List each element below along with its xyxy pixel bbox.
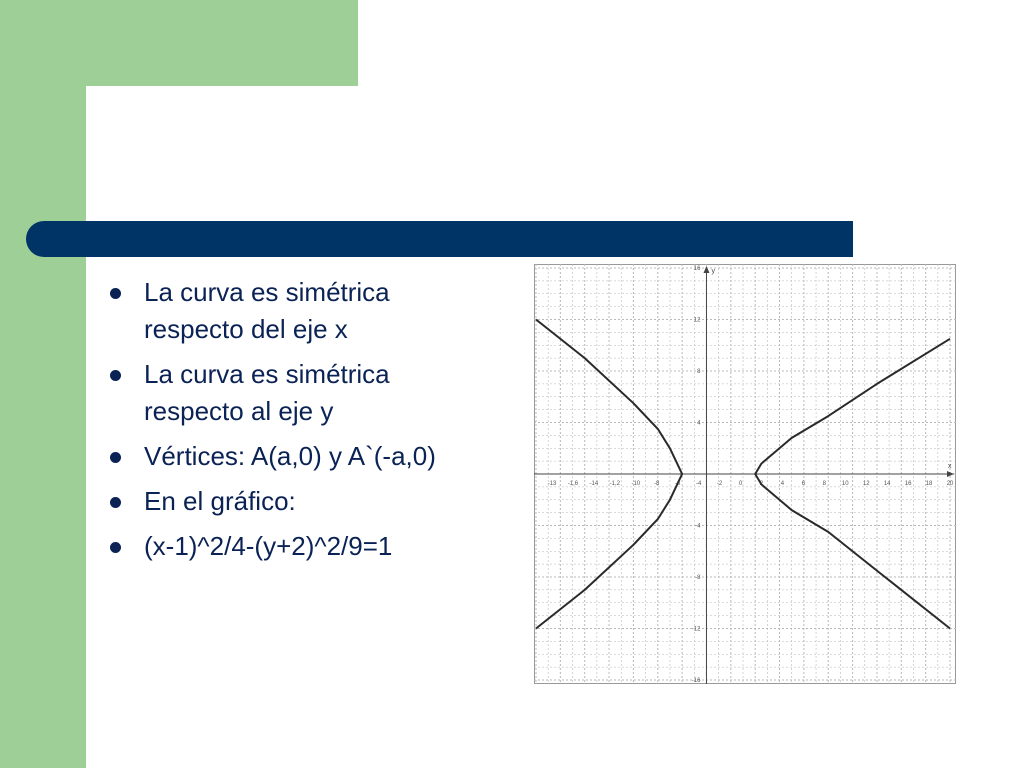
y-tick-label: 4	[697, 420, 701, 427]
y-tick-label: 16	[693, 266, 701, 272]
y-tick-label: 8	[697, 369, 701, 375]
bullet-text: La curva es simétrica respecto del eje x	[144, 277, 390, 344]
x-tick-label: -2	[716, 481, 723, 487]
x-tick-label: -1,2	[609, 481, 621, 487]
x-tick-label: 4	[780, 481, 785, 487]
y-axis-label: y	[711, 268, 715, 275]
x-tick-label: -14	[589, 481, 599, 487]
y-tick-label: -8	[695, 575, 701, 581]
x-tick-label: 2	[759, 481, 764, 487]
x-axis-label: x	[948, 463, 952, 470]
x-tick-label: -13	[547, 481, 557, 487]
title-bar	[26, 221, 853, 257]
bullet-dot-icon	[110, 542, 121, 553]
x-tick-label: 20	[946, 481, 954, 487]
bullet-item	[106, 356, 486, 430]
x-tick-label: -1,6	[567, 481, 579, 487]
x-tick-label: -6	[675, 481, 681, 487]
bullet-dot-icon	[110, 452, 121, 463]
x-tick-label: 10	[841, 481, 849, 487]
bullet-list	[106, 274, 486, 573]
x-tick-label: 16	[904, 481, 912, 487]
x-tick-label: -4	[695, 481, 702, 487]
x-tick-label: 0	[738, 481, 743, 487]
y-tick-label: -4	[695, 523, 701, 530]
bullet-text: (x-1)^2/4-(y+2)^2/9=1	[144, 531, 393, 561]
bullet-text: La curva es simétrica respecto al eje y	[144, 359, 390, 426]
bullet-dot-icon	[110, 497, 121, 508]
bullet-text: En el gráfico:	[144, 486, 296, 516]
bullet-item	[106, 438, 486, 475]
bullet-item	[106, 528, 486, 565]
x-tick-label: -10	[631, 481, 641, 487]
bullet-dot-icon	[110, 288, 121, 299]
x-tick-label: -8	[654, 481, 660, 487]
y-tick-label: 12	[693, 317, 701, 324]
x-tick-label: 8	[822, 481, 826, 487]
green-top-band	[0, 0, 358, 86]
x-tick-label: 6	[801, 481, 806, 487]
x-tick-label: 18	[925, 481, 933, 487]
bullet-dot-icon	[110, 370, 121, 381]
y-tick-label: -12	[691, 626, 701, 633]
bullet-item	[106, 274, 486, 348]
x-tick-label: 14	[883, 481, 891, 487]
green-side-band	[0, 0, 86, 768]
bullet-text: Vértices: A(a,0) y A`(-a,0)	[144, 441, 436, 471]
bullet-item	[106, 483, 486, 520]
x-tick-label: 12	[862, 481, 870, 487]
hyperbola-graph	[534, 264, 956, 684]
y-tick-label: -16	[691, 678, 701, 684]
